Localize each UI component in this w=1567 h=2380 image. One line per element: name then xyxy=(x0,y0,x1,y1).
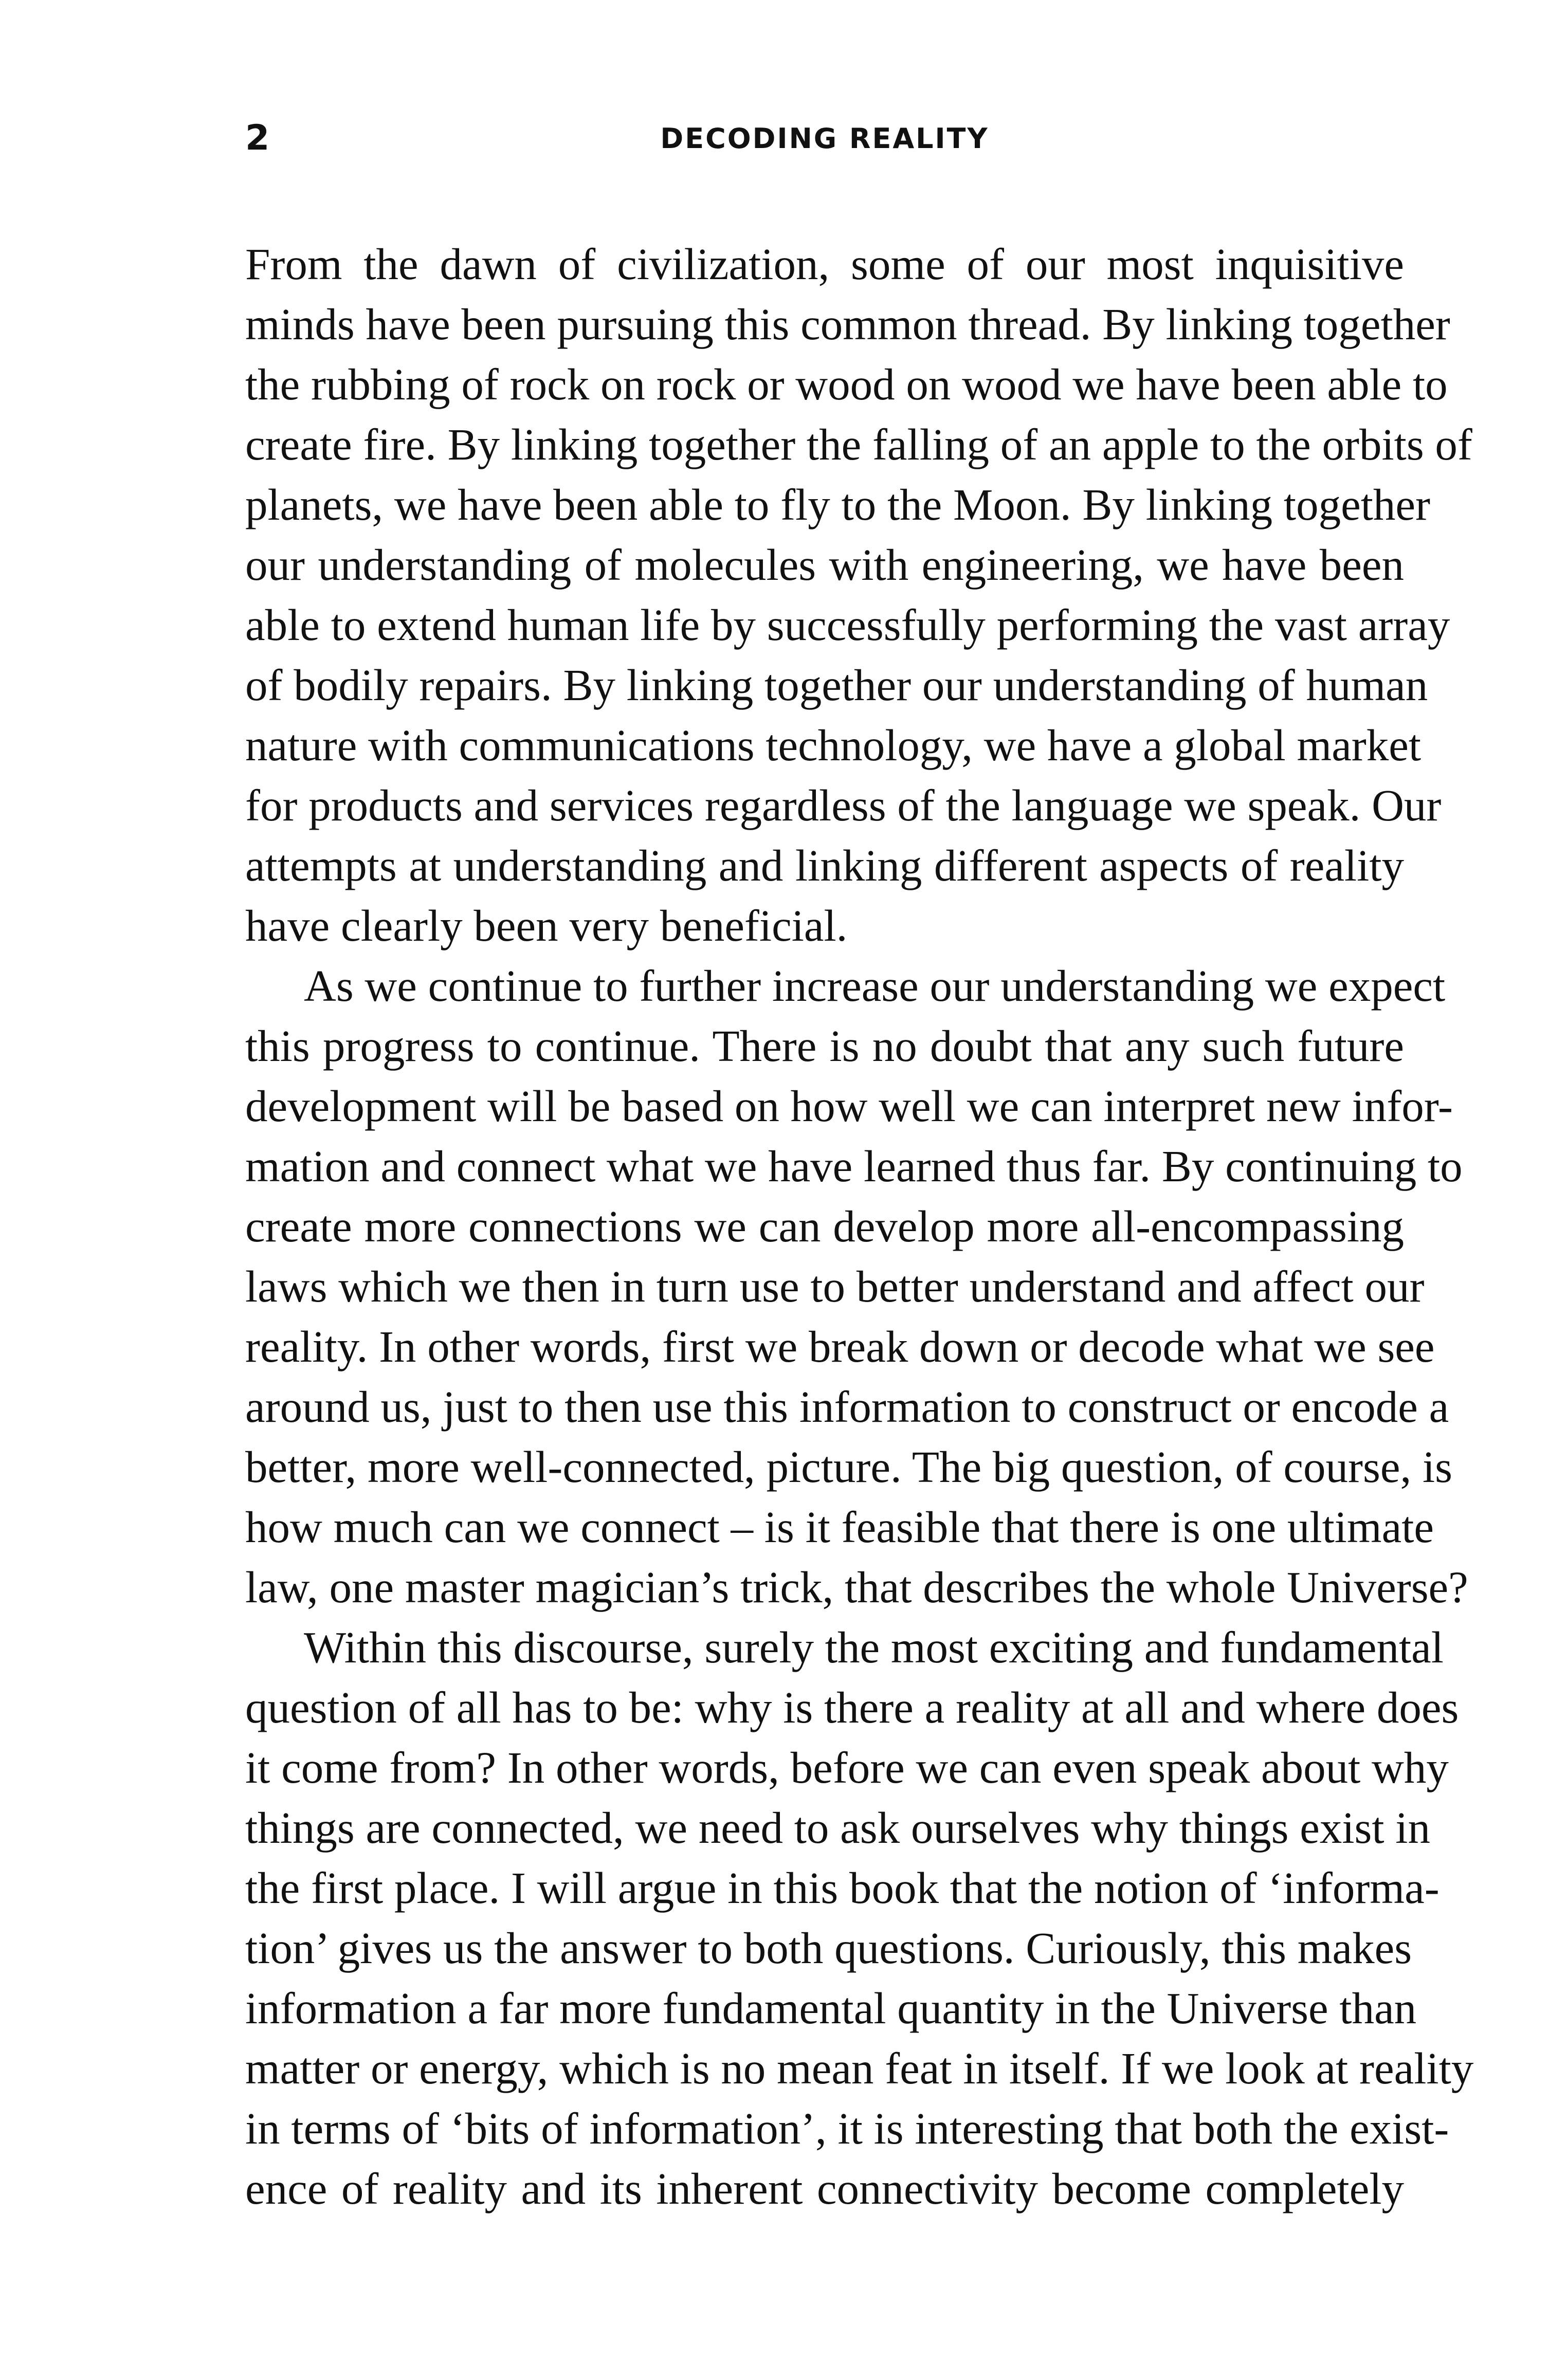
text-line: reality. In other words, first we break down or decode what we see xyxy=(245,1322,1435,1371)
text-line: attempts at understanding and linking different aspects of reality xyxy=(245,840,1404,890)
text-line: matter or energy, which is no mean feat in itself. If we look at reality xyxy=(245,2043,1474,2093)
text-line: things are connected, we need to ask ourselves why things exist in xyxy=(245,1803,1430,1853)
text-line: planets, we have been able to fly to the Moon. By linking together xyxy=(245,480,1430,529)
text-line: able to extend human life by successfully performing the vast array xyxy=(245,600,1450,650)
text-line: for products and services regardless of the language we speak. Our xyxy=(245,780,1442,830)
text-line: tion’ gives us the answer to both questions. Curiously, this makes xyxy=(245,1923,1412,1973)
text-line: ence of reality and its inherent connectivity become completely xyxy=(245,2164,1404,2213)
paragraph-3 xyxy=(245,1617,1474,2219)
text-line: question of all has to be: why is there a reality at all and where does xyxy=(245,1682,1459,1732)
text-line: development will be based on how well we can interpret new infor- xyxy=(245,1081,1453,1131)
text-line: around us, just to then use this information to construct or encode a xyxy=(245,1382,1449,1432)
text-line: create fire. By linking together the falling of an apple to the orbits of xyxy=(245,419,1472,469)
text-line: Within this discourse, surely the most exciting and fundamental xyxy=(304,1622,1444,1672)
text-line: the first place. I will argue in this book that the notion of ‘informa- xyxy=(245,1863,1440,1913)
text-line: it come from? In other words, before we can even speak about why xyxy=(245,1743,1449,1792)
text-line: in terms of ‘bits of information’, it is interesting that both the exist- xyxy=(245,2103,1449,2153)
running-title: DECODING REALITY xyxy=(660,122,989,155)
text-line: how much can we connect – is it feasible that there is one ultimate xyxy=(245,1502,1434,1552)
text-line: of bodily repairs. By linking together our understanding of human xyxy=(245,660,1428,710)
body-text xyxy=(245,234,1474,2219)
paragraph-2 xyxy=(245,956,1468,1617)
text-line: information a far more fundamental quantity in the Universe than xyxy=(245,1983,1417,2033)
text-line: create more connections we can develop more all-encompassing xyxy=(245,1201,1404,1251)
text-line: have clearly been very beneficial. xyxy=(245,901,848,950)
text-line: mation and connect what we have learned thus far. By continuing to xyxy=(245,1141,1463,1191)
text-line: law, one master magician’s trick, that describes the whole Universe? xyxy=(245,1562,1468,1612)
text-line: our understanding of molecules with engineering, we have been xyxy=(245,540,1404,590)
paragraph-1 xyxy=(245,234,1472,956)
text-line: laws which we then in turn use to better understand and affect our xyxy=(245,1261,1425,1311)
text-line: nature with communications technology, we have a global market xyxy=(245,720,1422,770)
text-line: this progress to continue. There is no doubt that any such future xyxy=(245,1021,1404,1071)
text-line: minds have been pursuing this common thread. By linking together xyxy=(245,299,1450,349)
text-line: From the dawn of civilization, some of our most inquisitive xyxy=(245,239,1404,289)
text-line: better, more well-connected, picture. The big question, of course, is xyxy=(245,1442,1452,1492)
page-number: 2 xyxy=(245,118,270,158)
text-line: the rubbing of rock on rock or wood on wood we have been able to xyxy=(245,359,1448,409)
text-line: As we continue to further increase our understanding we expect xyxy=(304,961,1446,1011)
running-head xyxy=(245,117,1404,174)
